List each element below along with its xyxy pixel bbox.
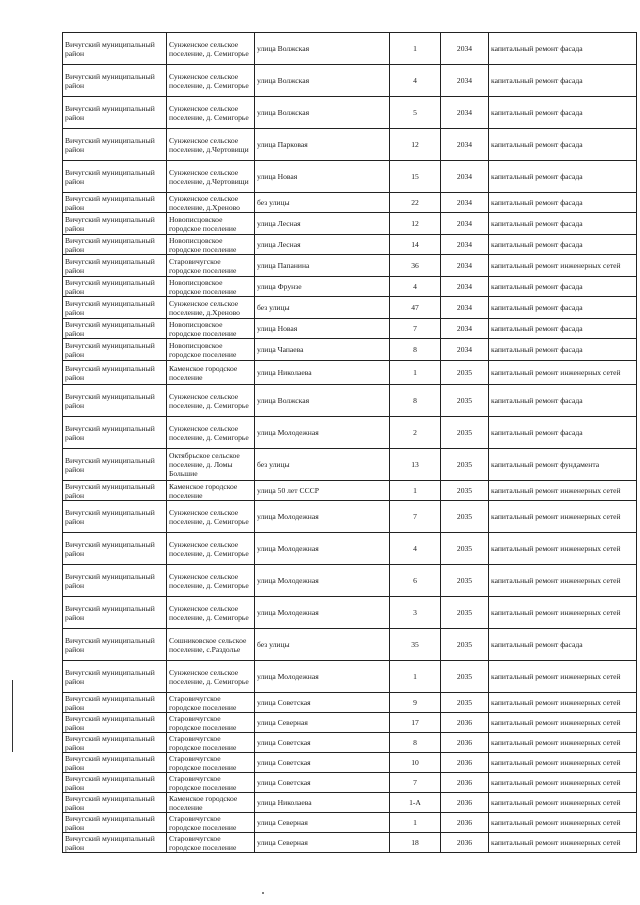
table-row <box>63 629 637 661</box>
house-number-cell: 1 <box>390 33 441 65</box>
work-type-cell: капитальный ремонт фасада <box>489 629 637 661</box>
work-type-cell: капитальный ремонт инженерных сетей <box>489 713 637 733</box>
settlement-cell: Каменское городское поселение <box>167 361 255 385</box>
district-cell: Вичугский муниципальный район <box>63 235 167 255</box>
table-row <box>63 813 637 833</box>
street-cell: улица 50 лет СССР <box>255 481 390 501</box>
house-number-cell: 4 <box>390 533 441 565</box>
scan-artifact <box>262 892 264 894</box>
table-row <box>63 361 637 385</box>
house-number-cell: 8 <box>390 339 441 361</box>
street-cell: улица Николаева <box>255 793 390 813</box>
settlement-cell: Сунженское сельское поселение, д.Чертовищи <box>167 161 255 193</box>
year-cell: 2034 <box>441 161 489 193</box>
year-cell: 2036 <box>441 793 489 813</box>
house-number-cell: 1 <box>390 481 441 501</box>
street-cell: улица Волжская <box>255 97 390 129</box>
year-cell: 2034 <box>441 235 489 255</box>
year-cell: 2035 <box>441 693 489 713</box>
district-cell: Вичугский муниципальный район <box>63 813 167 833</box>
work-type-cell: капитальный ремонт фасада <box>489 235 637 255</box>
year-cell: 2035 <box>441 661 489 693</box>
work-type-cell: капитальный ремонт фасада <box>489 213 637 235</box>
settlement-cell: Старовичугское городское поселение <box>167 693 255 713</box>
settlement-cell: Сунженское сельское поселение, д. Семигорье <box>167 97 255 129</box>
year-cell: 2034 <box>441 97 489 129</box>
work-type-cell: капитальный ремонт инженерных сетей <box>489 833 637 853</box>
year-cell: 2034 <box>441 213 489 235</box>
street-cell: улица Молодежная <box>255 597 390 629</box>
work-type-cell: капитальный ремонт инженерных сетей <box>489 533 637 565</box>
work-type-cell: капитальный ремонт фасада <box>489 385 637 417</box>
house-number-cell: 5 <box>390 97 441 129</box>
settlement-cell: Сунженское сельское поселение, д. Семигорье <box>167 661 255 693</box>
house-number-cell: 12 <box>390 213 441 235</box>
street-cell: без улицы <box>255 449 390 481</box>
year-cell: 2035 <box>441 481 489 501</box>
year-cell: 2034 <box>441 319 489 339</box>
district-cell: Вичугский муниципальный район <box>63 753 167 773</box>
settlement-cell: Сунженское сельское поселение, д. Семигорье <box>167 533 255 565</box>
house-number-cell: 18 <box>390 833 441 853</box>
year-cell: 2035 <box>441 385 489 417</box>
table-row <box>63 319 637 339</box>
settlement-cell: Каменское городское поселение <box>167 481 255 501</box>
house-number-cell: 6 <box>390 565 441 597</box>
year-cell: 2034 <box>441 255 489 277</box>
margin-mark <box>12 680 13 752</box>
house-number-cell: 12 <box>390 129 441 161</box>
work-type-cell: капитальный ремонт фасада <box>489 129 637 161</box>
settlement-cell: Сунженское сельское поселение, д.Хреново <box>167 297 255 319</box>
street-cell: улица Чапаева <box>255 339 390 361</box>
house-number-cell: 36 <box>390 255 441 277</box>
work-type-cell: капитальный ремонт фасада <box>489 417 637 449</box>
settlement-cell: Новописцовское городское поселение <box>167 277 255 297</box>
year-cell: 2036 <box>441 833 489 853</box>
year-cell: 2035 <box>441 533 489 565</box>
table-row <box>63 213 637 235</box>
work-type-cell: капитальный ремонт фасада <box>489 297 637 319</box>
settlement-cell: Старовичугское городское поселение <box>167 753 255 773</box>
street-cell: без улицы <box>255 193 390 213</box>
year-cell: 2035 <box>441 565 489 597</box>
work-type-cell: капитальный ремонт инженерных сетей <box>489 361 637 385</box>
settlement-cell: Старовичугское городское поселение <box>167 713 255 733</box>
work-type-cell: капитальный ремонт инженерных сетей <box>489 481 637 501</box>
street-cell: улица Северная <box>255 713 390 733</box>
table-row <box>63 65 637 97</box>
year-cell: 2034 <box>441 193 489 213</box>
table-row <box>63 385 637 417</box>
street-cell: улица Советская <box>255 733 390 753</box>
year-cell: 2036 <box>441 773 489 793</box>
district-cell: Вичугский муниципальный район <box>63 97 167 129</box>
work-type-cell: капитальный ремонт фасада <box>489 97 637 129</box>
house-number-cell: 47 <box>390 297 441 319</box>
work-type-cell: капитальный ремонт фасада <box>489 339 637 361</box>
street-cell: улица Северная <box>255 813 390 833</box>
street-cell: улица Новая <box>255 161 390 193</box>
street-cell: без улицы <box>255 629 390 661</box>
work-type-cell: капитальный ремонт фундамента <box>489 449 637 481</box>
house-number-cell: 8 <box>390 385 441 417</box>
house-number-cell: 14 <box>390 235 441 255</box>
year-cell: 2036 <box>441 813 489 833</box>
house-number-cell: 13 <box>390 449 441 481</box>
year-cell: 2036 <box>441 713 489 733</box>
settlement-cell: Октябрьское сельское поселение, д. Ломы Большие <box>167 449 255 481</box>
district-cell: Вичугский муниципальный район <box>63 339 167 361</box>
work-type-cell: капитальный ремонт инженерных сетей <box>489 813 637 833</box>
street-cell: улица Молодежная <box>255 533 390 565</box>
table-body <box>63 33 637 853</box>
street-cell: улица Молодежная <box>255 501 390 533</box>
work-type-cell: капитальный ремонт инженерных сетей <box>489 661 637 693</box>
year-cell: 2036 <box>441 733 489 753</box>
house-number-cell: 17 <box>390 713 441 733</box>
settlement-cell: Новописцовское городское поселение <box>167 235 255 255</box>
work-type-cell: капитальный ремонт инженерных сетей <box>489 501 637 533</box>
street-cell: улица Фрунзе <box>255 277 390 297</box>
district-cell: Вичугский муниципальный район <box>63 161 167 193</box>
year-cell: 2034 <box>441 297 489 319</box>
house-number-cell: 15 <box>390 161 441 193</box>
work-type-cell: капитальный ремонт инженерных сетей <box>489 753 637 773</box>
house-number-cell: 2 <box>390 417 441 449</box>
district-cell: Вичугский муниципальный район <box>63 481 167 501</box>
work-type-cell: капитальный ремонт фасада <box>489 193 637 213</box>
year-cell: 2034 <box>441 277 489 297</box>
street-cell: улица Папанина <box>255 255 390 277</box>
street-cell: улица Николаева <box>255 361 390 385</box>
district-cell: Вичугский муниципальный район <box>63 661 167 693</box>
street-cell: улица Северная <box>255 833 390 853</box>
district-cell: Вичугский муниципальный район <box>63 277 167 297</box>
table-row <box>63 129 637 161</box>
work-type-cell: капитальный ремонт инженерных сетей <box>489 733 637 753</box>
work-type-cell: капитальный ремонт инженерных сетей <box>489 597 637 629</box>
table-row <box>63 255 637 277</box>
district-cell: Вичугский муниципальный район <box>63 713 167 733</box>
table-row <box>63 565 637 597</box>
settlement-cell: Сунженское сельское поселение, д.Хреново <box>167 193 255 213</box>
settlement-cell: Сошниковское сельское поселение, с.Раздолье <box>167 629 255 661</box>
year-cell: 2035 <box>441 629 489 661</box>
district-cell: Вичугский муниципальный район <box>63 65 167 97</box>
settlement-cell: Сунженское сельское поселение, д. Семигорье <box>167 565 255 597</box>
district-cell: Вичугский муниципальный район <box>63 597 167 629</box>
house-number-cell: 7 <box>390 501 441 533</box>
table-row <box>63 533 637 565</box>
table-row <box>63 733 637 753</box>
settlement-cell: Сунженское сельское поселение, д. Семигорье <box>167 597 255 629</box>
house-number-cell: 4 <box>390 65 441 97</box>
house-number-cell: 35 <box>390 629 441 661</box>
street-cell: улица Советская <box>255 773 390 793</box>
district-cell: Вичугский муниципальный район <box>63 501 167 533</box>
street-cell: улица Волжская <box>255 385 390 417</box>
settlement-cell: Сунженское сельское поселение, д. Семигорье <box>167 501 255 533</box>
work-type-cell: капитальный ремонт фасада <box>489 33 637 65</box>
settlement-cell: Новописцовское городское поселение <box>167 339 255 361</box>
table-row <box>63 97 637 129</box>
year-cell: 2035 <box>441 501 489 533</box>
settlement-cell: Старовичугское городское поселение <box>167 255 255 277</box>
table-row <box>63 481 637 501</box>
year-cell: 2035 <box>441 597 489 629</box>
district-cell: Вичугский муниципальный район <box>63 565 167 597</box>
table-row <box>63 693 637 713</box>
district-cell: Вичугский муниципальный район <box>63 213 167 235</box>
district-cell: Вичугский муниципальный район <box>63 297 167 319</box>
table-row <box>63 33 637 65</box>
house-number-cell: 9 <box>390 693 441 713</box>
repair-schedule-table <box>62 32 637 853</box>
table-row <box>63 773 637 793</box>
street-cell: улица Волжская <box>255 65 390 97</box>
work-type-cell: капитальный ремонт фасада <box>489 65 637 97</box>
settlement-cell: Новописцовское городское поселение <box>167 213 255 235</box>
year-cell: 2034 <box>441 65 489 97</box>
year-cell: 2036 <box>441 753 489 773</box>
district-cell: Вичугский муниципальный район <box>63 793 167 813</box>
district-cell: Вичугский муниципальный район <box>63 773 167 793</box>
table-row <box>63 597 637 629</box>
settlement-cell: Сунженское сельское поселение, д. Семигорье <box>167 33 255 65</box>
street-cell: улица Молодежная <box>255 565 390 597</box>
street-cell: улица Лесная <box>255 235 390 255</box>
table-row <box>63 833 637 853</box>
street-cell: улица Волжская <box>255 33 390 65</box>
table-row <box>63 193 637 213</box>
house-number-cell: 10 <box>390 753 441 773</box>
work-type-cell: капитальный ремонт инженерных сетей <box>489 793 637 813</box>
table-row <box>63 339 637 361</box>
table-row <box>63 713 637 733</box>
house-number-cell: 3 <box>390 597 441 629</box>
house-number-cell: 1 <box>390 361 441 385</box>
settlement-cell: Старовичугское городское поселение <box>167 813 255 833</box>
district-cell: Вичугский муниципальный район <box>63 833 167 853</box>
work-type-cell: капитальный ремонт фасада <box>489 161 637 193</box>
work-type-cell: капитальный ремонт инженерных сетей <box>489 565 637 597</box>
table-row <box>63 417 637 449</box>
table-row <box>63 753 637 773</box>
district-cell: Вичугский муниципальный район <box>63 255 167 277</box>
year-cell: 2034 <box>441 33 489 65</box>
district-cell: Вичугский муниципальный район <box>63 629 167 661</box>
settlement-cell: Сунженское сельское поселение, д. Семигорье <box>167 417 255 449</box>
year-cell: 2034 <box>441 339 489 361</box>
district-cell: Вичугский муниципальный район <box>63 319 167 339</box>
settlement-cell: Сунженское сельское поселение, д. Семигорье <box>167 65 255 97</box>
settlement-cell: Сунженское сельское поселение, д. Семигорье <box>167 385 255 417</box>
year-cell: 2035 <box>441 449 489 481</box>
street-cell: улица Молодежная <box>255 417 390 449</box>
district-cell: Вичугский муниципальный район <box>63 33 167 65</box>
street-cell: улица Молодежная <box>255 661 390 693</box>
house-number-cell: 22 <box>390 193 441 213</box>
settlement-cell: Старовичугское городское поселение <box>167 833 255 853</box>
street-cell: без улицы <box>255 297 390 319</box>
district-cell: Вичугский муниципальный район <box>63 361 167 385</box>
table-row <box>63 661 637 693</box>
table-row <box>63 793 637 813</box>
district-cell: Вичугский муниципальный район <box>63 417 167 449</box>
year-cell: 2034 <box>441 129 489 161</box>
table-row <box>63 161 637 193</box>
street-cell: улица Советская <box>255 753 390 773</box>
settlement-cell: Новописцовское городское поселение <box>167 319 255 339</box>
table-row <box>63 449 637 481</box>
table-row <box>63 235 637 255</box>
district-cell: Вичугский муниципальный район <box>63 693 167 713</box>
work-type-cell: капитальный ремонт фасада <box>489 319 637 339</box>
year-cell: 2035 <box>441 361 489 385</box>
house-number-cell: 1 <box>390 813 441 833</box>
street-cell: улица Новая <box>255 319 390 339</box>
table-row <box>63 501 637 533</box>
street-cell: улица Советская <box>255 693 390 713</box>
settlement-cell: Старовичугское городское поселение <box>167 773 255 793</box>
street-cell: улица Лесная <box>255 213 390 235</box>
table-row <box>63 297 637 319</box>
work-type-cell: капитальный ремонт инженерных сетей <box>489 693 637 713</box>
district-cell: Вичугский муниципальный район <box>63 385 167 417</box>
district-cell: Вичугский муниципальный район <box>63 733 167 753</box>
year-cell: 2035 <box>441 417 489 449</box>
house-number-cell: 7 <box>390 319 441 339</box>
work-type-cell: капитальный ремонт инженерных сетей <box>489 773 637 793</box>
house-number-cell: 8 <box>390 733 441 753</box>
street-cell: улица Парковая <box>255 129 390 161</box>
district-cell: Вичугский муниципальный район <box>63 533 167 565</box>
settlement-cell: Каменское городское поселение <box>167 793 255 813</box>
work-type-cell: капитальный ремонт фасада <box>489 277 637 297</box>
house-number-cell: 4 <box>390 277 441 297</box>
house-number-cell: 1-А <box>390 793 441 813</box>
table-row <box>63 277 637 297</box>
district-cell: Вичугский муниципальный район <box>63 129 167 161</box>
work-type-cell: капитальный ремонт инженерных сетей <box>489 255 637 277</box>
settlement-cell: Старовичугское городское поселение <box>167 733 255 753</box>
settlement-cell: Сунженское сельское поселение, д.Чертовищи <box>167 129 255 161</box>
district-cell: Вичугский муниципальный район <box>63 193 167 213</box>
house-number-cell: 1 <box>390 661 441 693</box>
house-number-cell: 7 <box>390 773 441 793</box>
district-cell: Вичугский муниципальный район <box>63 449 167 481</box>
